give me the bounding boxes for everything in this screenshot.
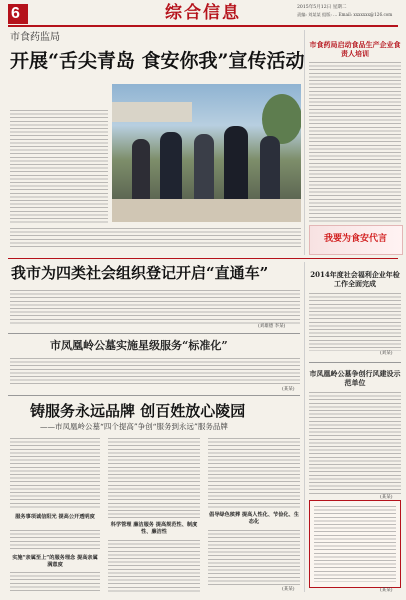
notice-box bbox=[309, 500, 401, 588]
bottom-col1-text-a bbox=[10, 438, 100, 510]
kicker: 市食药监局 bbox=[10, 32, 60, 43]
divider-right bbox=[309, 362, 401, 363]
event-photo bbox=[112, 84, 301, 222]
top-headline: 开展“舌尖青岛 食安你我”宣传活动 bbox=[10, 50, 305, 72]
bottom-col2-text-b bbox=[108, 540, 200, 592]
column-divider-top bbox=[304, 30, 305, 255]
middle-headline: 我市为四类社会组织登记开启“直通车” bbox=[11, 264, 269, 282]
fenghuang-source: (某某) bbox=[380, 495, 393, 500]
food-safety-banner bbox=[309, 225, 403, 255]
bottom-col2-text-a bbox=[108, 438, 200, 518]
middle-source: (刘雄德 李某) bbox=[258, 324, 286, 329]
editor-line: 责编: 刘某某 组版: ... Email: xxxxxxx@126.com bbox=[297, 12, 393, 17]
divider-bottom bbox=[8, 395, 300, 396]
section-title: 综合信息 bbox=[165, 3, 241, 23]
welfare-source: (刘某) bbox=[380, 351, 393, 356]
fenghuang-headline: 市凤凰岭公墓争创行风建设示范单位 bbox=[309, 369, 401, 388]
bottom-source: (某某) bbox=[282, 587, 295, 592]
standard-headline: 市凤凰岭公墓实施星级服务“标准化” bbox=[50, 339, 228, 352]
fenghuang-body-text bbox=[309, 392, 401, 494]
right-top-headline: 市食药局启动食品生产企业食责人培训 bbox=[309, 40, 401, 58]
top-body-text-bottom bbox=[10, 228, 301, 248]
header-rule bbox=[8, 25, 398, 27]
tent-canopy bbox=[112, 102, 192, 122]
bottom-headline: 铸服务永远品牌 创百姓放心陵园 bbox=[30, 402, 246, 420]
top-body-text-left bbox=[10, 110, 108, 225]
welfare-headline: 2014年度社会福利企业年检工作全面完成 bbox=[310, 270, 400, 289]
standard-body-text bbox=[10, 358, 300, 386]
bottom-col3-text-a bbox=[208, 438, 300, 508]
subhead-1: 服务事项诚信阳光 提高公开透明度 bbox=[15, 514, 95, 520]
middle-body-text bbox=[10, 290, 300, 324]
date-line: 2015年5月12日 星期二 bbox=[297, 5, 347, 10]
banner-text: 我要为食安代言 bbox=[324, 234, 388, 244]
column-divider-mid bbox=[304, 262, 305, 592]
standard-source: (某某) bbox=[282, 387, 295, 392]
welfare-body-text bbox=[309, 293, 401, 351]
header bbox=[0, 0, 406, 26]
bottom-col1-text-c bbox=[10, 572, 100, 592]
notice-text bbox=[314, 506, 396, 582]
notice-source: (某某) bbox=[380, 588, 393, 593]
right-top-body-text bbox=[309, 62, 401, 222]
subhead-2: 实施“亲属至上”的服务理念 提高亲属满意度 bbox=[12, 555, 98, 569]
divider-standard bbox=[8, 333, 300, 334]
divider-mid bbox=[8, 258, 398, 259]
bottom-subhead: ——市凤凰岭公墓“四个提高”争创“服务到永远”服务品牌 bbox=[40, 422, 228, 431]
subhead-3: 科学管理 廉洁服务 提高规范性、制度性、廉洁性 bbox=[110, 522, 198, 536]
display-table bbox=[112, 199, 301, 222]
page-number: 6 bbox=[11, 5, 20, 22]
bottom-col1-text-b bbox=[10, 530, 100, 550]
subhead-4: 倡导绿色殡葬 提高人性化、节俭化、生态化 bbox=[209, 512, 299, 526]
bottom-col3-text-b bbox=[208, 530, 300, 585]
